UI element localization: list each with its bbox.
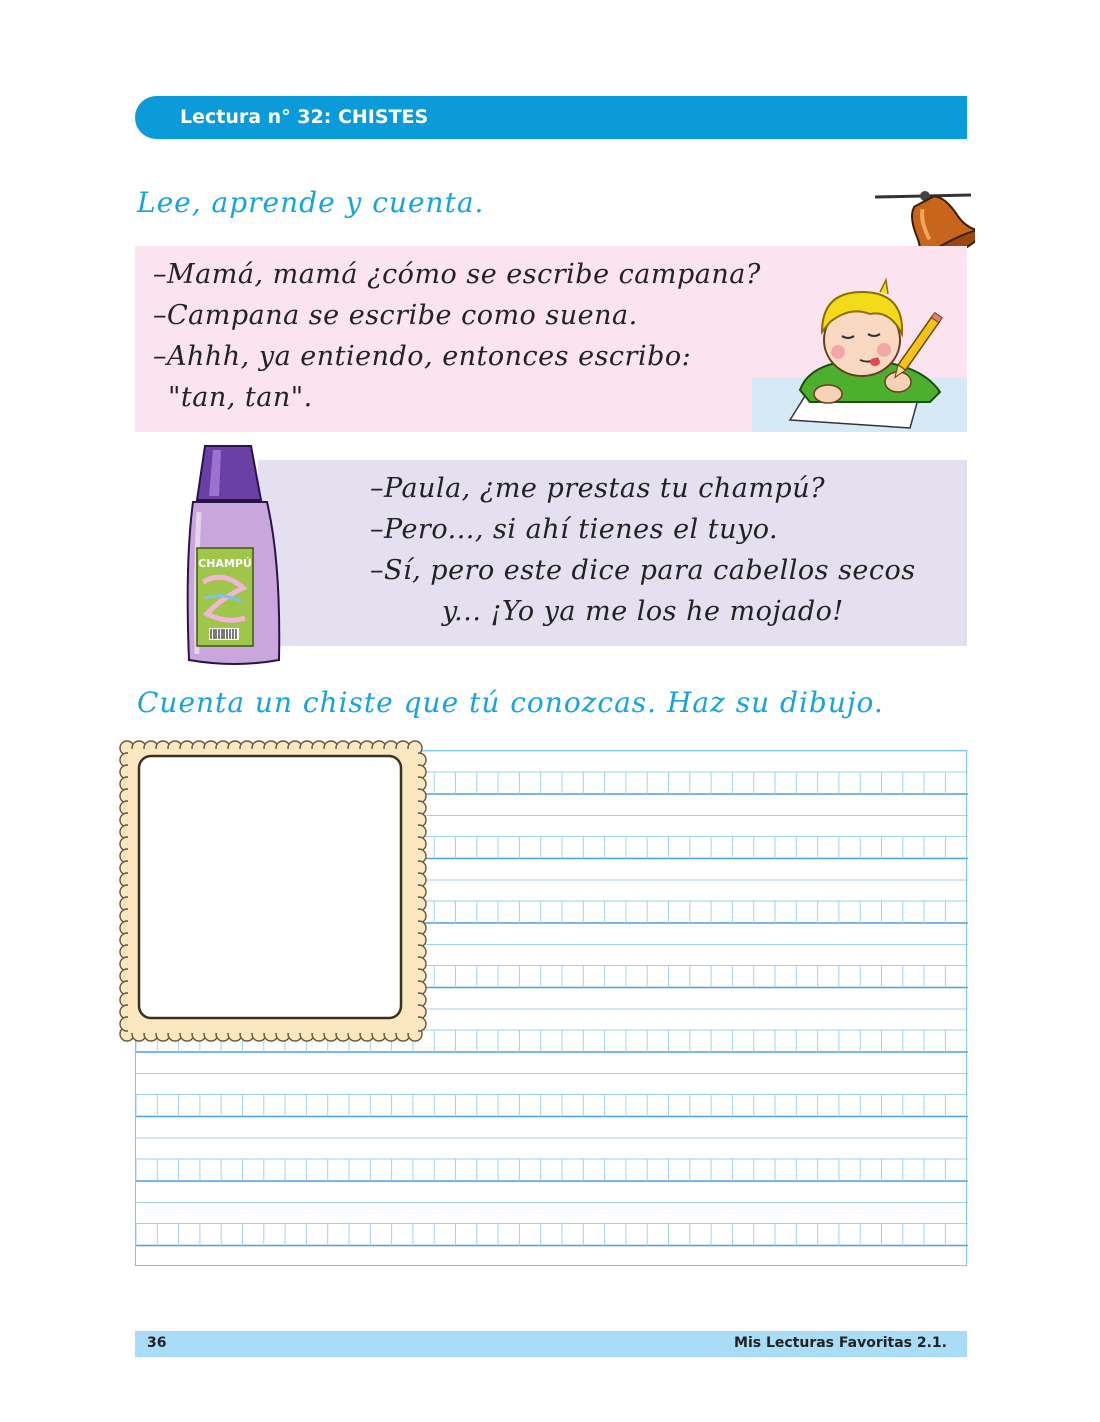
page-number: 36 [147,1335,167,1351]
joke2-line: –Sí, pero este dice para cabellos secos [370,555,916,586]
book-title: Mis Lecturas Favoritas 2.1. [734,1335,947,1351]
shampoo-bottle-illustration [183,442,287,668]
joke2-box [258,460,967,646]
joke1-line: "tan, tan". [168,382,313,413]
instruction-read: Lee, aprende y cuenta. [137,186,485,219]
joke1-line: –Campana se escribe como suena. [153,300,638,331]
instruction-tell: Cuenta un chiste que tú conozcas. Haz su dibujo. [137,686,884,719]
joke1-text [153,254,761,418]
header-bar [135,96,967,139]
joke1-line: –Ahhh, ya entiendo, entonces escribo: [153,341,692,372]
shampoo-label: CHAMPÚ [198,557,252,570]
joke2-line: –Pero..., si ahí tienes el tuyo. [370,514,779,545]
drawing-box [139,756,401,1018]
joke2-line: –Paula, ¿me prestas tu champú? [370,473,826,504]
joke1-line: –Mamá, mamá ¿cómo se escribe campana? [153,259,761,290]
drawing-frame[interactable] [117,738,429,1044]
joke2-text [370,468,916,632]
footer-bar [135,1331,967,1357]
joke2-line: y... ¡Yo ya me los he mojado! [442,596,844,627]
boy-writing-illustration [770,270,970,432]
page-title: Lectura n° 32: CHISTES [180,106,429,128]
